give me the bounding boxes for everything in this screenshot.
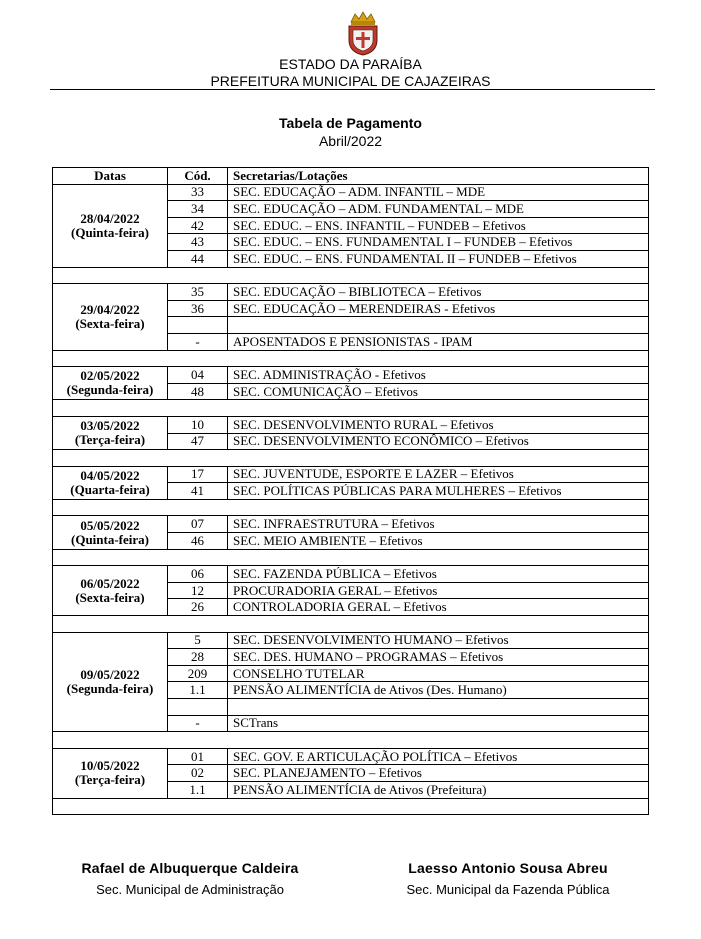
code-cell: 41: [168, 483, 228, 500]
payment-weekday: (Segunda-feira): [66, 382, 154, 398]
department-cell: APOSENTADOS E PENSIONISTAS - IPAM: [228, 333, 649, 350]
date-cell: [53, 284, 168, 350]
state-name: ESTADO DA PARAÍBA: [279, 56, 422, 72]
signatory-name: Laesso Antonio Sousa Abreu: [408, 860, 608, 876]
department-cell: SEC. POLÍTICAS PÚBLICAS PARA MULHERES – Efetivos: [228, 483, 649, 500]
code-cell: 46: [168, 533, 228, 550]
payment-date: 03/05/2022: [80, 418, 140, 433]
spacer-cell: [53, 798, 649, 815]
payment-weekday: (Terça-feira): [74, 772, 146, 788]
spacer-row: [53, 732, 649, 749]
code-cell: 47: [168, 433, 228, 450]
spacer-row: [53, 267, 649, 284]
code-cell: 48: [168, 383, 228, 400]
code-cell: 5: [168, 632, 228, 649]
code-cell: 209: [168, 665, 228, 682]
department-cell: [228, 317, 649, 334]
department-cell: SEC. EDUCAÇÃO – BIBLIOTECA – Efetivos: [228, 284, 649, 301]
spacer-cell: [53, 499, 649, 516]
table-body: [53, 184, 649, 815]
payment-date: 06/05/2022: [80, 575, 140, 591]
spacer-row: [53, 350, 649, 367]
department-cell: SEC. EDUC. – ENS. INFANTIL – FUNDEB – Efetivos: [228, 217, 649, 234]
date-cell: [53, 632, 168, 732]
document-title: Tabela de Pagamento: [279, 115, 422, 131]
code-cell: 43: [168, 234, 228, 251]
code-cell: 02: [168, 765, 228, 782]
spacer-row: [53, 450, 649, 467]
payment-weekday: (Terça-feira): [74, 432, 146, 447]
department-cell: SEC. JUVENTUDE, ESPORTE E LAZER – Efetivos: [228, 466, 649, 483]
spacer-row: [53, 499, 649, 516]
signatory-name: Rafael de Albuquerque Caldeira: [81, 860, 299, 876]
payment-weekday: (Sexta-feira): [75, 589, 145, 605]
department-cell: CONSELHO TUTELAR: [228, 665, 649, 682]
table-row: [53, 632, 649, 649]
table-row: [53, 416, 649, 433]
code-cell: 28: [168, 649, 228, 666]
code-cell: 42: [168, 217, 228, 234]
code-cell: 17: [168, 466, 228, 483]
code-cell: 10: [168, 416, 228, 433]
code-cell: 33: [168, 184, 228, 201]
spacer-row: [53, 616, 649, 633]
spacer-cell: [53, 400, 649, 417]
payment-date: 10/05/2022: [80, 758, 140, 774]
table-row: [53, 748, 649, 765]
date-cell: [53, 748, 168, 798]
department-cell: SEC. DESENVOLVIMENTO RURAL – Efetivos: [228, 416, 649, 433]
department-cell: SEC. MEIO AMBIENTE – Efetivos: [228, 533, 649, 550]
spacer-row: [53, 798, 649, 815]
date-cell: [53, 184, 168, 267]
table-row: [53, 284, 649, 301]
department-cell: SEC. FAZENDA PÚBLICA – Efetivos: [228, 566, 649, 583]
payment-weekday: (Quinta-feira): [71, 224, 149, 240]
spacer-row: [53, 400, 649, 417]
payment-date: 28/04/2022: [80, 210, 140, 226]
signatory-role: Sec. Municipal de Administração: [96, 882, 284, 897]
department-cell: SEC. DES. HUMANO – PROGRAMAS – Efetivos: [228, 649, 649, 666]
header-dates: Datas: [53, 168, 168, 185]
table-row: [53, 184, 649, 201]
payment-date: 04/05/2022: [80, 467, 140, 483]
payment-weekday: (Quinta-feira): [71, 531, 149, 547]
header-divider: [50, 89, 655, 90]
department-cell: SEC. DESENVOLVIMENTO HUMANO – Efetivos: [228, 632, 649, 649]
code-cell: -: [168, 715, 228, 732]
code-cell: -: [168, 333, 228, 350]
payment-date: 05/05/2022: [80, 517, 140, 533]
header-code: Cód.: [168, 168, 228, 185]
code-cell: 44: [168, 250, 228, 267]
table-row: [53, 466, 649, 483]
department-cell: SEC. COMUNICAÇÃO – Efetivos: [228, 383, 649, 400]
code-cell: 01: [168, 748, 228, 765]
code-cell: 34: [168, 201, 228, 218]
code-cell: 36: [168, 300, 228, 317]
department-cell: PENSÃO ALIMENTÍCIA de Ativos (Prefeitura): [228, 781, 649, 798]
signature-block-right: [393, 860, 623, 897]
spacer-row: [53, 549, 649, 566]
code-cell: 12: [168, 582, 228, 599]
spacer-cell: [53, 450, 649, 467]
department-cell: PROCURADORIA GERAL – Efetivos: [228, 582, 649, 599]
payment-weekday: (Segunda-feira): [66, 680, 154, 696]
date-cell: [53, 416, 168, 449]
code-cell: 1.1: [168, 781, 228, 798]
date-cell: [53, 516, 168, 549]
department-cell: SEC. PLANEJAMENTO – Efetivos: [228, 765, 649, 782]
payment-table: [52, 167, 649, 815]
code-cell: 26: [168, 599, 228, 616]
department-cell: PENSÃO ALIMENTÍCIA de Ativos (Des. Humano): [228, 682, 649, 699]
department-cell: SEC. GOV. E ARTICULAÇÃO POLÍTICA – Efetivos: [228, 748, 649, 765]
spacer-cell: [53, 267, 649, 284]
spacer-cell: [53, 549, 649, 566]
department-cell: SEC. EDUCAÇÃO – MERENDEIRAS - Efetivos: [228, 300, 649, 317]
department-cell: [228, 699, 649, 716]
code-cell: [168, 317, 228, 334]
table-row: [53, 516, 649, 533]
department-cell: SEC. EDUCAÇÃO – ADM. INFANTIL – MDE: [228, 184, 649, 201]
code-cell: 04: [168, 367, 228, 384]
department-cell: SEC. DESENVOLVIMENTO ECONÔMICO – Efetivos: [228, 433, 649, 450]
coat-of-arms-icon: [345, 10, 381, 56]
payment-weekday: (Quarta-feira): [70, 481, 150, 497]
department-cell: CONTROLADORIA GERAL – Efetivos: [228, 599, 649, 616]
date-cell: [53, 466, 168, 499]
signature-block-left: [75, 860, 305, 897]
department-cell: SCTrans: [228, 715, 649, 732]
date-cell: [53, 367, 168, 400]
department-cell: SEC. EDUC. – ENS. FUNDAMENTAL II – FUNDEB – Efetivos: [228, 250, 649, 267]
table-row: [53, 566, 649, 583]
payment-weekday: (Sexta-feira): [75, 315, 145, 331]
department-cell: SEC. EDUCAÇÃO – ADM. FUNDAMENTAL – MDE: [228, 201, 649, 218]
table-row: [53, 367, 649, 384]
code-cell: [168, 699, 228, 716]
payment-date: 02/05/2022: [80, 368, 140, 384]
code-cell: 1.1: [168, 682, 228, 699]
spacer-cell: [53, 732, 649, 749]
spacer-cell: [53, 350, 649, 367]
document-period: Abril/2022: [318, 133, 383, 149]
code-cell: 06: [168, 566, 228, 583]
header-departments: Secretarias/Lotações: [228, 168, 649, 185]
department-cell: SEC. ADMINISTRAÇÃO - Efetivos: [228, 367, 649, 384]
payment-date: 29/04/2022: [80, 301, 140, 317]
department-cell: SEC. EDUC. – ENS. FUNDAMENTAL I – FUNDEB – Efetivos: [228, 234, 649, 251]
spacer-cell: [53, 616, 649, 633]
signatory-role: Sec. Municipal da Fazenda Pública: [406, 882, 610, 897]
payment-date: 09/05/2022: [80, 666, 140, 682]
department-cell: SEC. INFRAESTRUTURA – Efetivos: [228, 516, 649, 533]
date-cell: [53, 566, 168, 616]
municipality-name: PREFEITURA MUNICIPAL DE CAJAZEIRAS: [210, 73, 491, 89]
table-header-row: [53, 168, 649, 185]
code-cell: 07: [168, 516, 228, 533]
code-cell: 35: [168, 284, 228, 301]
